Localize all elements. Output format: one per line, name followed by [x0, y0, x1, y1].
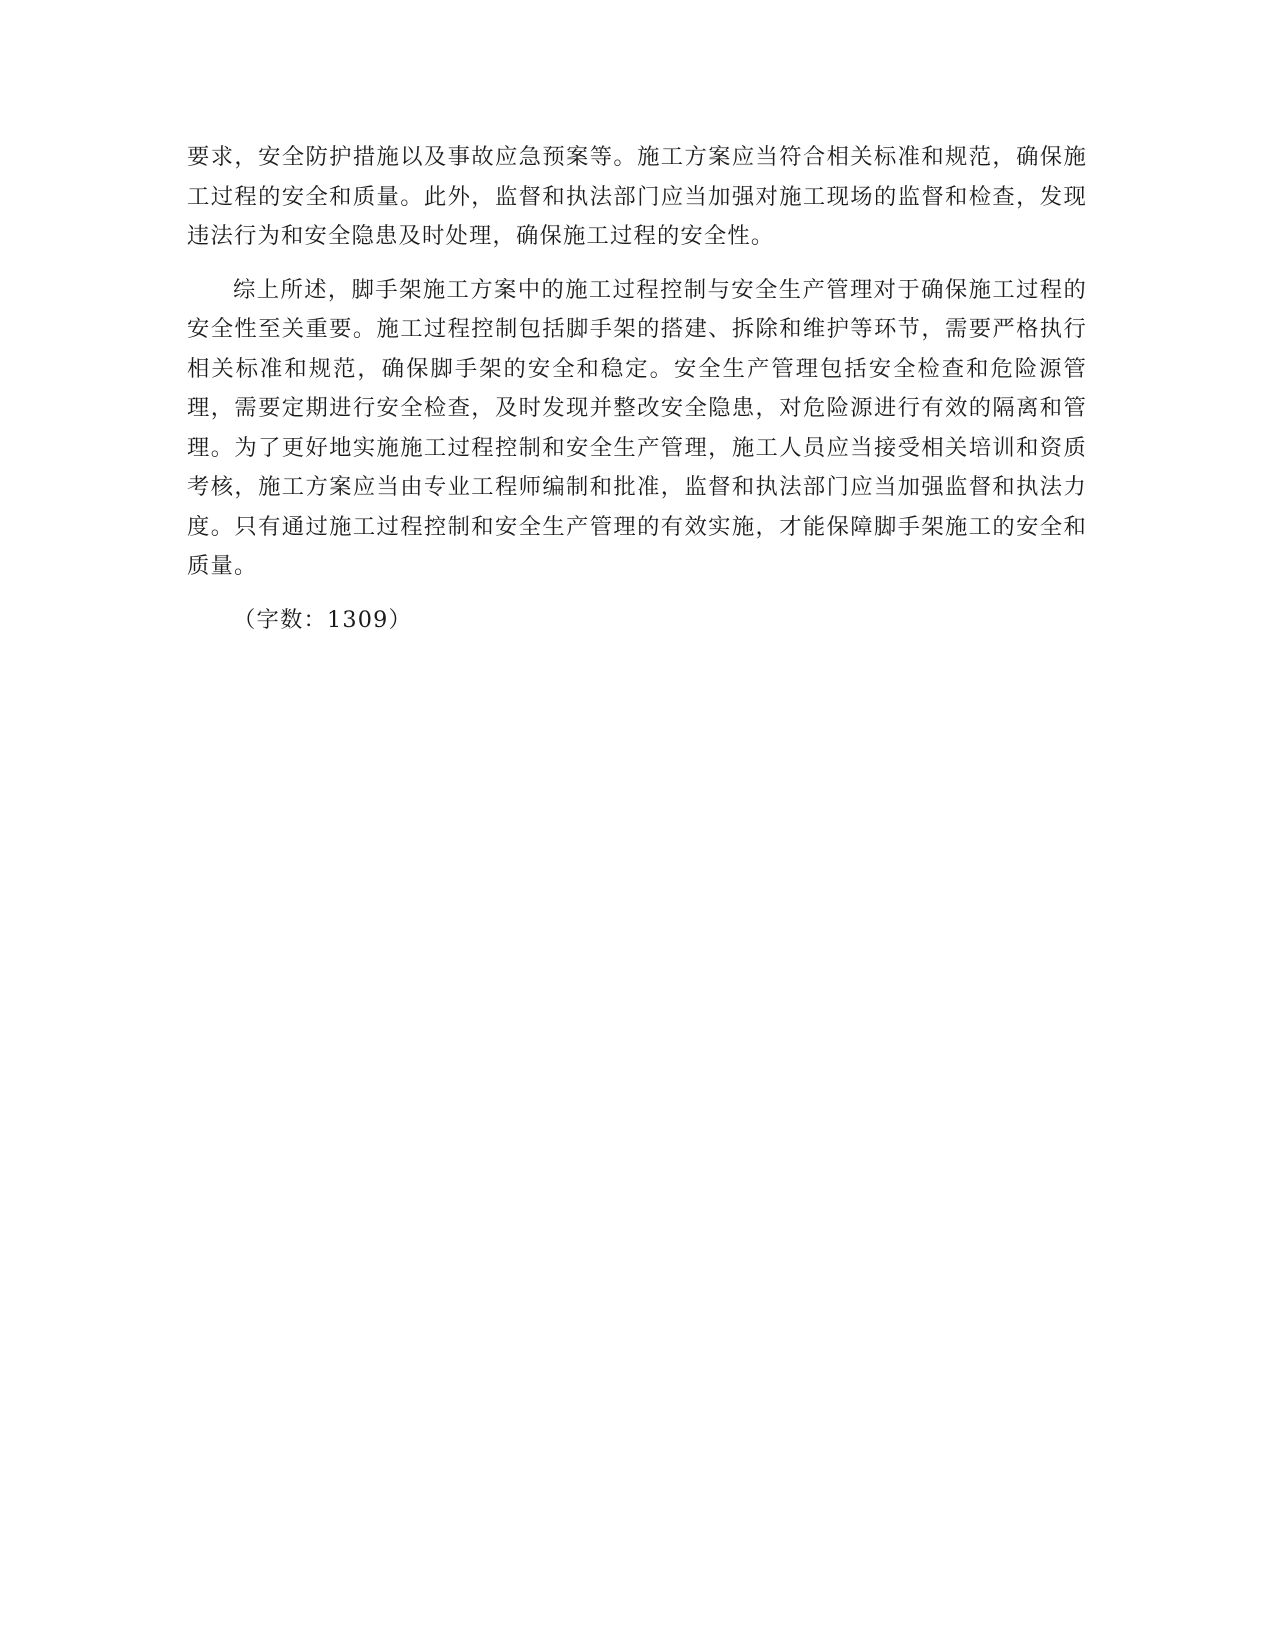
paragraph-summary: 综上所述，脚手架施工方案中的施工过程控制与安全生产管理对于确保施工过程的安全性至关重要。施工过程控制包括脚手架的搭建、拆除和维护等环节，需要严格执行相关标准和规范，确保脚手架的安全和稳定。安全生产管理包括安全检查和危险源管理，需要定期进行安全检查，及时发现并整改安全隐患，对危险源进行有效的隔离和管理。为了更好地实施施工过程控制和安全生产管理，施工人员应当接受相关培训和资质考核，施工方案应当由专业工程师编制和批准，监督和执法部门应当加强监督和执法力度。只有通过施工过程控制和安全生产管理的有效实施，才能保障脚手架施工的安全和质量。 — [187, 276, 1087, 579]
document-body — [187, 138, 1087, 640]
paragraph-continuation: 要求，安全防护措施以及事故应急预案等。施工方案应当符合相关标准和规范，确保施工过程的安全和质量。此外，监督和执法部门应当加强对施工现场的监督和检查，发现违法行为和安全隐患及时处理，确保施工过程的安全性。 — [187, 144, 1087, 249]
word-count-note: （字数：1309） — [233, 606, 413, 633]
